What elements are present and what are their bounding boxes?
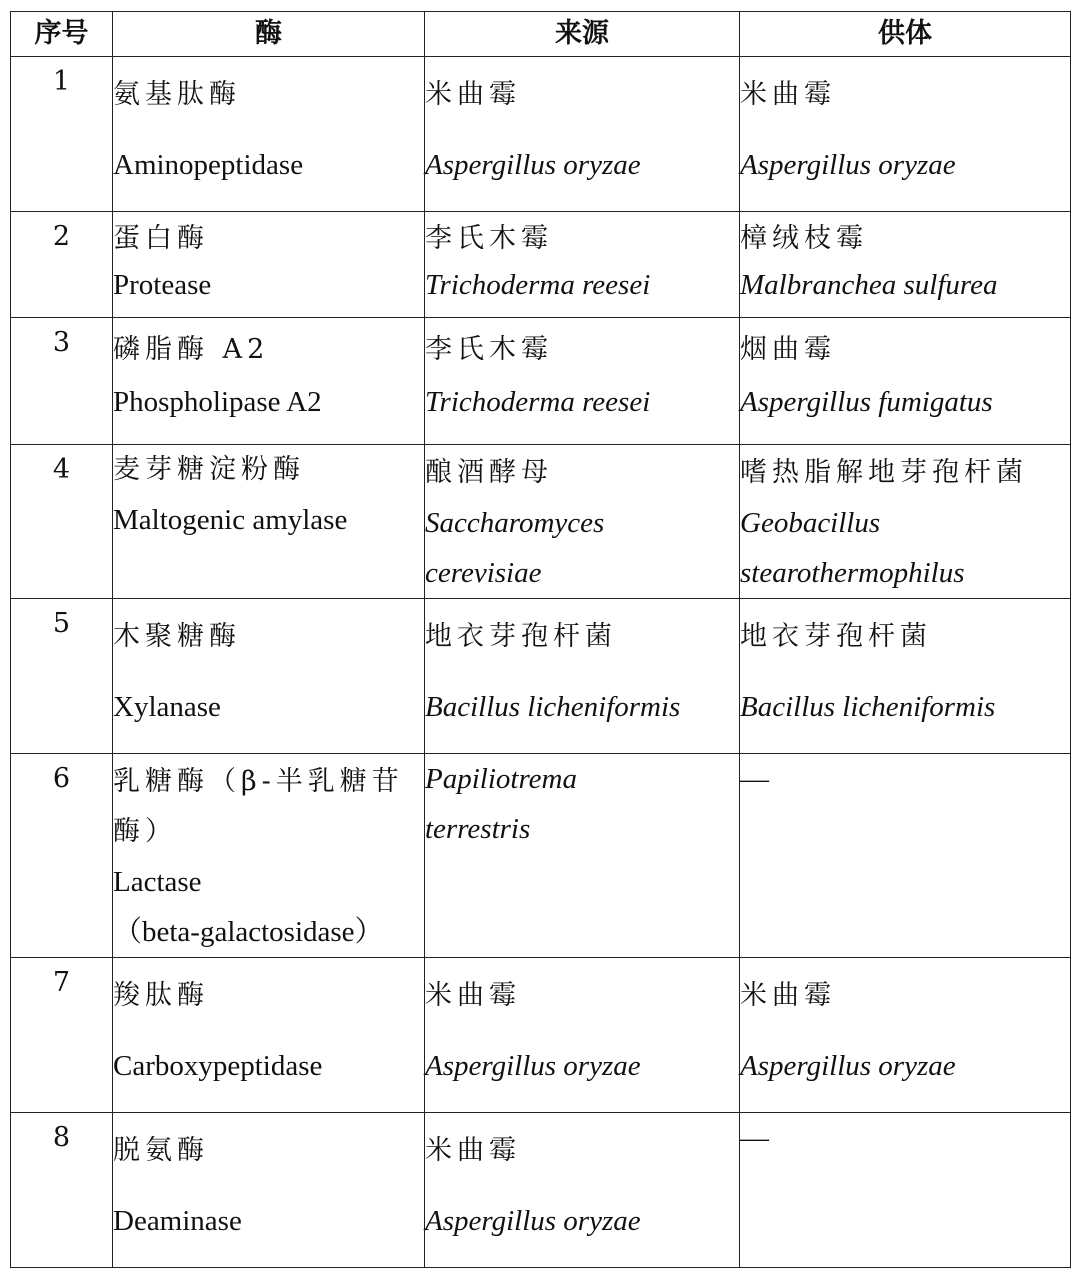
enzyme-name-zh: 磷脂酶 A2 [113, 334, 270, 365]
source-name-sci: Trichoderma reesei [425, 386, 651, 418]
donor-name-zh: 米曲霉 [740, 980, 836, 1011]
source-cell [425, 318, 740, 445]
source-name-zh: 米曲霉 [425, 980, 521, 1011]
enzyme-cell [113, 754, 425, 958]
donor-empty-dash: — [740, 1122, 769, 1154]
row-number: 8 [11, 1113, 113, 1268]
source-cell [425, 212, 740, 318]
donor-name-zh: 嗜热脂解地芽孢杆菌 [740, 457, 1028, 488]
enzyme-name-zh: 麦芽糖淀粉酶 [113, 454, 305, 485]
source-cell [425, 754, 740, 958]
enzyme-cell [113, 318, 425, 445]
header-enzyme: 酶 [113, 12, 425, 57]
donor-cell [740, 1113, 1071, 1268]
donor-name-zh: 樟绒枝霉 [740, 223, 868, 254]
enzyme-name-en: （beta-galactosidase） [113, 916, 384, 948]
source-cell [425, 57, 740, 212]
donor-name-sci: Geobacillus [740, 507, 881, 539]
source-name-sci: terrestris [425, 813, 531, 845]
enzyme-cell [113, 958, 425, 1113]
donor-name-sci: Aspergillus fumigatus [740, 386, 993, 418]
enzyme-name-zh: 氨基肽酶 [113, 79, 241, 110]
table-row [11, 212, 1071, 318]
enzyme-name-en: Deaminase [113, 1205, 242, 1237]
donor-cell [740, 754, 1071, 958]
row-number: 5 [11, 599, 113, 754]
donor-name-zh: 烟曲霉 [740, 334, 836, 365]
enzyme-table [10, 11, 1071, 1268]
row-number: 2 [11, 212, 113, 318]
source-name-sci: Aspergillus oryzae [425, 1050, 641, 1082]
header-row [11, 12, 1071, 57]
enzyme-name-zh: 乳糖酶（β-半乳糖苷 [113, 766, 404, 797]
donor-name-zh: 地衣芽孢杆菌 [740, 621, 932, 652]
source-name-sci: Aspergillus oryzae [425, 149, 641, 181]
source-name-zh: 酿酒酵母 [425, 457, 553, 488]
table-row [11, 445, 1071, 599]
donor-cell [740, 318, 1071, 445]
header-no: 序号 [11, 12, 113, 57]
header-source: 来源 [425, 12, 740, 57]
enzyme-name-en: Phospholipase A2 [113, 386, 322, 418]
table-row [11, 318, 1071, 445]
donor-name-sci: Aspergillus oryzae [740, 149, 956, 181]
enzyme-name-zh: 木聚糖酶 [113, 621, 241, 652]
enzyme-cell [113, 57, 425, 212]
row-number: 3 [11, 318, 113, 445]
donor-name-sci: stearothermophilus [740, 557, 965, 589]
source-name-sci: Bacillus licheniformis [425, 691, 681, 723]
donor-name-sci: Bacillus licheniformis [740, 691, 996, 723]
source-name-sci: Saccharomyces [425, 507, 605, 539]
donor-name-sci: Aspergillus oryzae [740, 1050, 956, 1082]
source-name-zh: 李氏木霉 [425, 334, 553, 365]
enzyme-cell [113, 1113, 425, 1268]
table-row [11, 599, 1071, 754]
enzyme-cell [113, 212, 425, 318]
enzyme-cell [113, 599, 425, 754]
donor-empty-dash: — [740, 763, 769, 795]
donor-cell [740, 599, 1071, 754]
enzyme-name-en: Maltogenic amylase [113, 504, 348, 536]
row-number: 4 [11, 445, 113, 599]
row-number: 1 [11, 57, 113, 212]
donor-cell [740, 445, 1071, 599]
enzyme-name-zh: 羧肽酶 [113, 980, 209, 1011]
row-number: 7 [11, 958, 113, 1113]
enzyme-name-zh: 脱氨酶 [113, 1135, 209, 1166]
source-cell [425, 1113, 740, 1268]
enzyme-name-en: Protease [113, 269, 212, 301]
enzyme-name-en: Aminopeptidase [113, 149, 304, 181]
enzyme-name-en: Xylanase [113, 691, 221, 723]
enzyme-name-en: Carboxypeptidase [113, 1050, 323, 1082]
source-cell [425, 599, 740, 754]
source-name-zh: 李氏木霉 [425, 223, 553, 254]
enzyme-name-zh: 酶） [113, 816, 177, 847]
table-row [11, 754, 1071, 958]
source-name-sci: Papiliotrema [425, 763, 577, 795]
source-name-sci: Aspergillus oryzae [425, 1205, 641, 1237]
table-row [11, 57, 1071, 212]
header-donor: 供体 [740, 12, 1071, 57]
source-name-sci: Trichoderma reesei [425, 269, 651, 301]
table-row [11, 958, 1071, 1113]
donor-name-zh: 米曲霉 [740, 79, 836, 110]
row-number: 6 [11, 754, 113, 958]
source-cell [425, 445, 740, 599]
table-header [11, 12, 1071, 57]
source-name-zh: 地衣芽孢杆菌 [425, 621, 617, 652]
donor-cell [740, 958, 1071, 1113]
enzyme-cell [113, 445, 425, 599]
source-name-sci: cerevisiae [425, 557, 542, 589]
source-cell [425, 958, 740, 1113]
source-name-zh: 米曲霉 [425, 1135, 521, 1166]
enzyme-name-en: Lactase [113, 866, 202, 898]
table-row [11, 1113, 1071, 1268]
enzyme-name-zh: 蛋白酶 [113, 223, 209, 254]
donor-cell [740, 57, 1071, 212]
source-name-zh: 米曲霉 [425, 79, 521, 110]
donor-cell [740, 212, 1071, 318]
donor-name-sci: Malbranchea sulfurea [740, 269, 998, 301]
